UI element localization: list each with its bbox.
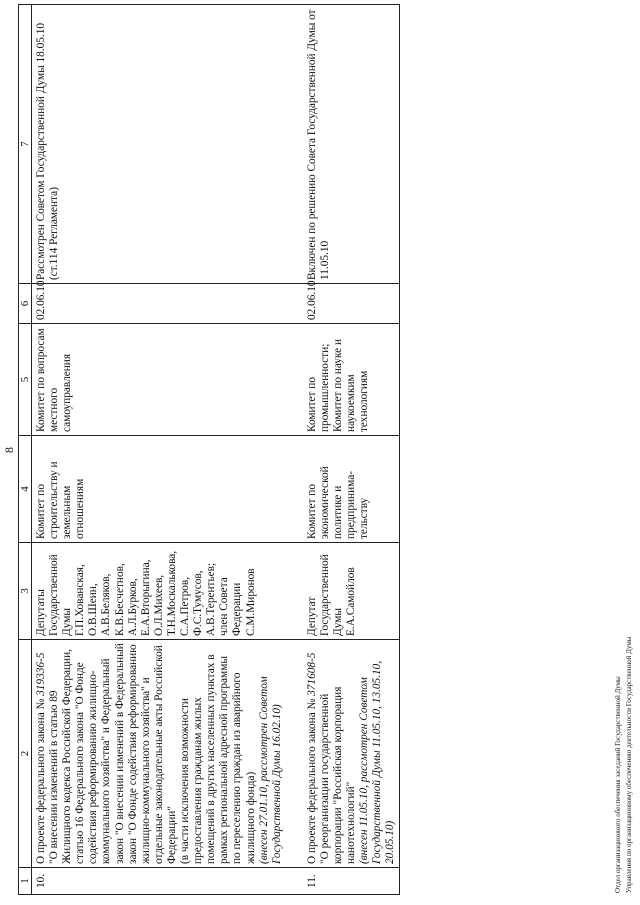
bill-description-cell — [32, 640, 290, 868]
bill-note: (внесен 27.01.10, рассмотрен Советом Государственной Думы 16.02.10) — [257, 676, 283, 864]
bill-description: "О реорганизации государственной корпорации "Российская корпорация нанотехнологий" — [318, 686, 358, 864]
status-cell: Включен по решению Совета Государственной Думы от 11.05.10 — [290, 5, 400, 284]
col-header-1: 1 — [19, 868, 32, 895]
row-number: 11. — [290, 868, 400, 895]
co-committee-cell: Комитет по вопросам местного самоуправления — [32, 324, 290, 436]
authors-cell: Депутат Государственной Думы Е.А.Самойлов — [290, 543, 400, 640]
co-committee-cell: Комитет по промышленности; Комитет по науке и наукоемким технологиям — [290, 324, 400, 436]
footer-directorate: Управления по организационному обеспечению деятельности Государственной Думы — [625, 636, 633, 893]
page-number: 8 — [2, 447, 16, 453]
status-cell: Рассмотрен Советом Государственной Думы 18.05.10 (ст.114 Регламента) — [32, 5, 290, 284]
col-header-2: 2 — [19, 640, 32, 868]
column-number-row — [19, 5, 32, 895]
committee-cell: Комитет по строительству и земельным отношениям — [32, 436, 290, 543]
col-header-5: 5 — [19, 324, 32, 436]
bill-number: 319336-5 — [35, 652, 47, 696]
row-number: 10. — [32, 868, 290, 895]
table-row — [290, 5, 400, 895]
date-cell: 02.06.10 — [32, 284, 290, 324]
col-header-4: 4 — [19, 436, 32, 543]
footer-department: Отдел организационного обеспечения заседаний Государственной Думы — [614, 676, 622, 893]
bill-description: "О внесении изменений в статью 89 Жилищного кодекса Российской Федерации, статью 16 Федерального закона "О Фонде содействия реформированию жилищно-коммунального хозяйства" и Федеральный закон "О внесении изменений в Федеральный закон "О Фонде содействия реформированию жилищно-коммунального хозяйства" и отдельные законодательные акты Российской Федерации" (в части исключения возможности предоставления гражданам жилых помещений в других населенных пунктах в рамках региональной адресной программы по переселению граждан из аварийного жилищного фонда) — [48, 643, 257, 864]
bill-note: (внесен 11.05.10, рассмотрен Советом Государственной Думы 11.05.10, 13.05.10, 20.05.10) — [358, 660, 397, 864]
authors-cell: Депутаты Государственной Думы Г.П.Хованская, О.В.Шеин, А.В.Беляков, К.В.Бесчетнов, А.Л.Бурков, Е.А.Вторыгина, О.Л.Михеев, Т.Н.Москалькова, С.А.Петров, Ф.С.Тумусов, А.В.Терентьев; член Совета Федерации С.М.Миронов — [32, 543, 290, 640]
date-cell: 02.06.10 — [290, 284, 400, 324]
col-header-3: 3 — [19, 543, 32, 640]
bill-title: О проекте федерального закона № — [35, 695, 47, 864]
col-header-6: 6 — [19, 284, 32, 324]
agenda-table — [18, 4, 400, 895]
col-header-7: 7 — [19, 5, 32, 284]
bill-title: О проекте федерального закона № — [305, 695, 318, 864]
bill-number: 371608-5 — [305, 652, 318, 696]
table-row — [32, 5, 290, 895]
bill-description-cell — [290, 640, 400, 868]
committee-cell: Комитет по экономической политике и предпринима-тельству — [290, 436, 400, 543]
